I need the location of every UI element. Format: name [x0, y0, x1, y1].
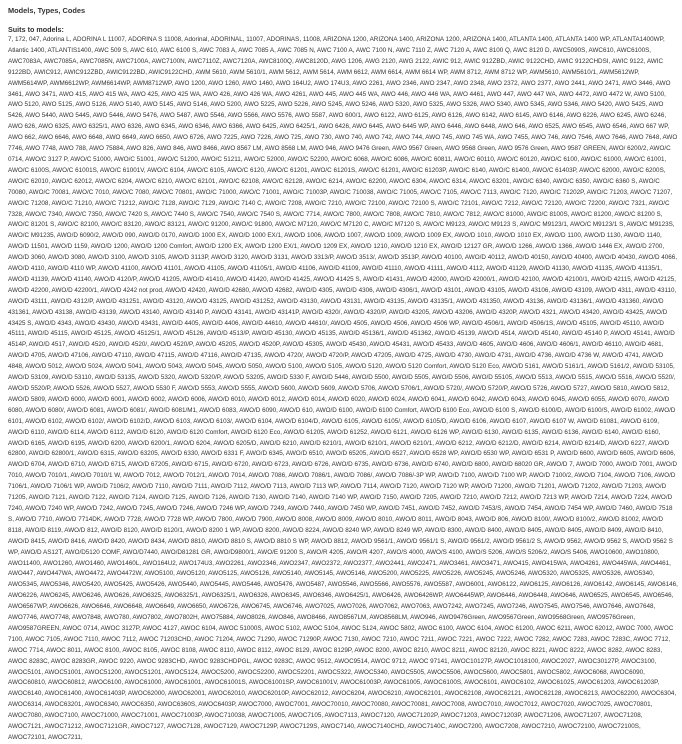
- page-title: Models, Types, Codes: [8, 6, 86, 15]
- section-label: Suits to models:: [8, 25, 64, 34]
- compatible-models-list: 7, 172, 047, Adorina L, ADORINA L 11007, ADORINA S 11008, Adorinal, ADORINAL, 11007, ADORINAS, 11008, ARIZONA 1200, ARIZONA 1400, ARIZONA 1200, ARIZONA 1400, ATLANTA 1400, ATLANTA 1400 WP, ATLANTA1400WP, Atlantic 1400, ATLANTIS1400, AWC 509 S, AWC 610, AWC 6100 S, AWC 7083 A, AWC 7085 A, AWC 7085 N, AWC 7100 A, AWC 7100 N, AWC 7110 Z, AWC 7120 A, AWC 8100 Q, AWC 8120 D, AWC5090S, AWC610, AWC6100S, AWC7083A, AWC7085A, AWC7085N, AWC7100A, AWC7100N, AWC7110Z, AWC7120A, AWC8100Q, AWC8120D, AWG 1206, AWG 2120, AWG 2122, AWIC 912, AWIC 912ZBD, AWIC 9122CHD, AWIC 9122CHDSI, AWIC 9122, AWIC 9122BD, AWIC912, AWIC912ZBD, AWIC9122BD, AWIC9122CHD, AWM 5610, AWM 5610/1, AWM 5612, AWM 5614, AWM 6612, AWM 6614, AWM 6614 WP, AWM 8712, AWM 8712 WP, AWM5610, AWM5610/1, AWM5612WP, AWM5614WP, AWM6612WP, AWM6614WP, AWM8712WP, AWO 1200, AWO 1260, AWO 1460, AWO 164U2, AWO 174U3, AWO 2261, AWO 2346, AWO 2347, AWO 2348, AWO 2372, AWO 2377, AWO 2441, AWO 2471, AWO 3446, AWO 3461, AWO 3471, AWO 415, AWO 415 WA, AWO 425, AWO 425 WA, AWO 426, AWO 426 WA, AWO 4261, AWO 445, AWO 445 WA, AWO 446, AWO 446 WA, AWO 4461, AWO 447, AWO 447 WA, AWO 4472, AWO 4472 W, AWO 5100, AWO 5120, AWO 5125, AWO 5126, AWO 5140, AWO 5145, AWO 5146, AWO 5200, AWO 5225, AWO 5226, AWO 5245, AWO 5246, AWO 5320, AWO 5325, AWO 5326, AWO 5340, AWO 5345, AWO 5346, AWO 5420, AWO 5425, AWO 5426, AWO 5440, AWO 5445, AWO 5446, AWO 5476, AWO 5487, AWO 5546, AWO 5566, AWO 5576, AWO 5587, AWO 600/1, AWO 6122, AWO 6125, AWO 6126, AWO 6142, AWO 6145, AWO 6146, AWO 6226, AWO 6245, AWO 6246, AWO 626, AWO 6325, AWO 6325/1, AWO 6326, AWO 6345, AWO 6346, AWO 6366, AWO 6425, AWO 6425/1, AWO 6426, AWO 6445, AWO 6445 WP, AWO 6446, AWO 6448, AWO 646, AWO 6525, AWO 6545, AWO 6546, AWO 667 WP, AWO 662, AWO 6646, AWO 6648, AWO 6649, AWO 6650, AWO 6726, AWO 7225, AWO 7226, AWO 725, AWO 730, AWO 740, AWO 742, AWO 744, AWO 745, AWO 745 WA, AWO 7455, AWO 746, AWO 7546, AWO 7646, AWO 7648, AWO 7746, AWO 7748, AWO 788, AWO 75884, AWO 826, AWO 846, AWO 8466, AWO 8567 LM, AWO 8568 LM, AWO 946, AWO 9476 Green, AWO 9567 Green, AWO 9568 Green, AWO 9576 Green, AWO 9587 GREEN, AWO/ 6200/2, AWO/C 0714, AWO/C 3127 P, AWO/C 51000, AWO/C 51001, AWO/C 51200, AWO/C 51211, AWO/C 52000, AWO/C 52200, AWO/C 6068, AWO/C 6086, AWO/C 60811, AWO/C 60110, AWO/C 60120, AWO/C 6100, AWO/C 61000, AWO/C 61001, AWO/C 6100S, AWO/C 61001S, AWO/C 61001V, AWO/C 6104, AWO/C 6105, AWO/C 6120, AWO/C 61201, AWO/C 61201S, AWO/C 61201, AWO/C 61203P, AWO/C 6140, AWO/C 61400, AWO/C 61403P, AWO/C 62000, AWO/C 6200S, AWO/C 62010, AWO/C 62012, AWO/C 6204, AWO/C 6210, AWO/C 62101, AWO/C 62108, AWO/C 62128, AWO/C 6214, AWO/C 62200, AWO/C 6304, AWO/C 6314, AWO/C 63201, AWO/C 6340, AWO/C 6350, AWO/C 6360 S, AWO/C 70080, AWO/C 70081, AWO/C 7010, AWO/C 7080, AWO/C 70801, AWO/C 71000, AWO/C 71001, AWO/C 71003P, AWO/C 710038, AWO/C 71005, AWO/C 7105, AWO/C 7113, AWO/C 7120, AWO/C 71202P, AWO/C 71203, AWO/C 71207, AWO/C 71208, AWO/C 71210, AWO/C 71212, AWO/C 7128, AWO/C 7129, AWO/C 7140 C, AWO/C 7208, AWO/C 7210, AWO/C 72100, AWO/C 72100 S, AWO/C 72101, AWO/C 7212, AWO/C 72120, AWO/C 72200, AWO/C 7321, AWO/C 7328, AWO/C 7340, AWO/C 7350, AWO/C 7420 S, AWO/C 7440 S, AWO/C 7540, AWO/C 7540 S, AWO/C 7714, AWO/C 7800, AWO/C 7808, AWO/C 7810, AWO/C 7812, AWO/C 81000, AWO/C 8100S, AWO/C 81200, AWO/C 81200 S, AWO/C 81201 S, AWO/C 82100, AWO/C 83120, AWO/C 83121, AWO/C 91200, AWO/C 91800, AWO/C M7120, AWO/C M7120 C, AWO/C M7120 S, AWO/C M9123, AWO/C M9123 S, AWO/C M9123/1, AWO/C M9123/1 S, AWO/C M9123S, AWO/C M91235, AWO/D 6090/2, AWO/D 090, AWO/D 0170, AWO/D 1000 EX, AWO/D 1000 EX/1, AWO/D 1006, AWO/D 1007, AWO/D 1009, AWO/D 1009 EX, AWO/D 1010, AWO/D 1010 EX, AWO/D 1100, AWO/D 1130, AWO/D 1140, AWO/D 11501, AWO/D 1159, AWO/D 1200, AWO/D 1200 Comfort, AWO/D 1200 EX, AWO/D 1200 EX/1, AWO/D 1209 EX, AWO/D 1210, AWO/D 1210 EX, AWO/D 12127 GR, AWO/D 1266, AWO/D 1366, AWO/D 1446 EX, AWO/D 2700, AWO/D 3060, AWO/D 3080, AWO/D 3100, AWO/D 3105, AWO/D 3113P, AWO/D 3120, AWO/D 3131, AWO/D 3313/P, AWO/D 3513/, AWO/D 3513P, AWO/D 40100, AWO/D 40112, AWO/D 40150, AWO/D 40400, AWO/D 40430, AWO/D 4066, AWO/D 4110, AWO/D 4110 WP, AWO/D 41100, AWO/D 41101, AWO/D 41105, AWO/D 41105/1, AWO/D 41106, AWO/D 41109, AWO/D 41110, AWO/D 41111, AWO/D 4112, AWO/D 41129, AWO/D 41130, AWO/D 41135, AWO/D 41135/1, AWO/D 41139, AWO/D 41140, AWO/D 4120/P, AWO/D 41205, AWO/D 41410, AWO/D 41420, AWO/D 41425, AWO/D 41425 S, AWO/D 41431, AWO/D 42000, AWO/D 42000/1, AWO/D 42100, AWO/D 42100/1, AWO/D 42115, AWO/D 42125, AWO/D 42200, AWO/D 42200/1, AWO/D 4242 not prod, AWO/D 42420, AWO/D 42680, AWO/D 42682, AWO/D 4305, AWO/D 4306, AWO/D 4306/1, AWO/D 43101, AWO/D 43105, AWO/D 43106, AWO/D 43109, AWO/D 4311, AWO/D 43110, AWO/D 43111, AWO/D 4312/P, AWO/D 431251, AWO/D 43120, AWO/D 43125, AWO/D 431252, AWO/D 43130, AWO/D 43131, AWO/D 43135, AWO/D 43135/1, AWO/D 431350, AWO/D 43136, AWO/D 43136/1, AWO/D 431360, AWO/D 431361, AWO/D 43138, AWO/D 43139, AWO/D 43140, AWO/D 43140 P, AWO/D 43141, AWO/D 43141P, AWO/D 4320/, AWO/D 4320/P, AWO/D 43205, AWO/D 43206, AWO/D 4320P, AWO/D 4321, AWO/D 43420, AWO/D 43425, AWO/D 43425 S, AWO/D 4343, AWO/D 43430, AWO/D 43431, AWO/D 4405, AWO/D 4406, AWO/D 44610, AWO/D 44610/, AWO/D 4505, AWO/D 4506, AWO/D 4506 WP, AWO/D 4506/1, AWO/D 4506/1S, AWO/D 45105, AWO/D 45110, AWO/D 45111, AWO/D 45115, AWO/D 45125, AWO/D 45125/1, AWO/D 45126, AWO/D 4513/P, AWO/D 45130, AWO/D 45135, AWO/D 45136/1, AWO/D 451362, AWO/D 45139, AWO/D 4514, AWO/D 45140, AWO/D 45140 P, AWO/D 45141, AWO/D 4514P, AWO/D 4517, AWO/D 4520, AWO/D 4520/, AWO/D 4520/P, AWO/D 45205, AWO/D 4520P, AWO/D 45305, AWO/D 45430, AWO/D 45431, AWO/D 45433, AWO/D 4605, AWO/D 4606, AWO/D 4606/1, AWO/D 46110, AWO/D 4681, AWO/D 4705, AWO/D 47106, AWO/D 47110, AWO/D 47115, AWO/D 47116, AWO/D 47135, AWO/D 4720/, AWO/D 4720/P, AWO/D 47205, AWO/D 4725, AWO/D 4730, AWO/D 4731, AWO/D 4736, AWO/D 4736 W, AWO/D 4741, AWO/D 4848, AWO/D 5012, AWO/D 5024, AWO/D 5041, AWO/D 5043, AWO/D 5045, AWO/D 5050, AWO/D 5100, AWO/D 5105, AWO/D 5120, AWO/D 5120 Comfort, AWO/D 5120 Eco, AWO/D 5161, AWO/D 5161/1, AWO/D 5161/2, AWO/D 53105, AWO/D 53109, AWO/D 53110, AWO/D 53135, AWO/D 5320, AWO/D 5320/P, AWO/D 53205, AWO/D 5330 F, AWO/D 5446, AWO/D 5500, AWO/D 5505, AWO/D 5506, AWO/D 55105, AWO/D 5513, AWO/D 5515, AWO/D 5516, AWO/D 5520/, AWO/D 5520/P, AWO/D 5526, AWO/D 5527, AWO/D 5530 F, AWO/D 5553, AWO/D 5555, AWO/D 5600, AWO/D 5609, AWO/D 5706, AWO/D 5706/1, AWO/D 5720/, AWO/D 5720/P, AWO/D 5726, AWO/D 5727, AWO/D 5810, AWO/D 5812, AWO/D 5809, AWO/D 6000, AWO/D 6001, AWO/D 6002, AWO/D 6006, AWO/D 6010, AWO/D 6012, AWO/D 6014, AWO/D 6020, AWO/D 6024, AWO/D 6041, AWO/D 6042, AWO/D 6043, AWO/D 6045, AWO/D 6055, AWO/D 6070, AWO/D 6080, AWO/D 6080/, AWO/D 6081, AWO/D 6081/, AWO/D 6081/M1, AWO/D 6083, AWO/D 6090, AWO/D 610, AWO/D 6100, AWO/D 6100 Comfort, AWO/D 6100 Eco, AWO/D 6100 S, AWO/D 6100/D, AWO/D 6100/S, AWO/D 61002, AWO/D 6101, AWO/D 6102, AWO/D 6102/, AWO/D 6102/D, AWO/D 6103, AWO/D 6103/, AWO/D 6104, AWO/D 6104/D, AWO/D 6105, AWO/D 6105/, AWO/D 6105/D, AWO/D 6106, AWO/D 6107, AWO/D 6107 W, AWO/D 61081, AWO/D 6109, AWO/D 6110, AWO/D 6114, AWO/D 6112, AWO/D 6120, AWO/D 6120 Comfort, AWO/D 6120 Eco, AWO/D 61205, AWO/D 61252, AWO/D 6121, AWO/D 6126 WP, AWO/D 6130, AWO/D 6135, AWO/D 6136, AWO/D 6140, AWO/D 6160, AWO/D 6165, AWO/D 6195, AWO/D 6200, AWO/D 6200/1, AWO/D 6204, AWO/D 6205/D, AWO/D 6210, AWO/D 6210/1, AWO/D 6210/1, AWO/D 6210/1, AWO/D 6212, AWO/D 6212/D, AWO/D 6214, AWO/D 6214/D, AWO/D 6227, AWO/D 62800, AWO/D 62800/1, AWO/D 6315, AWO/D 63205, AWO/D 6330, AWO/D 6331 F, AWO/D 6345, AWO/D 6510, AWO/D 65205, AWO/D 6527, AWO/D 6528 WP, AWO/D 6530 WP, AWO/D 6531 P, AWO/D 6600, AWO/D 6605, AWO/D 6606, AWO/D 6704, AWO/D 6710, AWO/D 6715, AWO/D 67205, AWO/D 6715, AWO/D 6720, AWO/D 6723, AWO/D 6726, AWO/D 6735, AWO/D 6736, AWO/D 6740, AWO/D 6800, AWO/D 68020 GR, AWO/D 7, AWO/D 7000, AWO/D 7001, AWO/D 7010, AWO/D 7010/1, AWO/D 7010/1 W, AWO/D 7012, AWO/D 7012/1, AWO/D 7014, AWO/D 7086, AWO/D 7086/1, AWO/D 7086/, AWO/D 7086/-3P WP, AWO/D 7100, AWO/D 7100 WP, AWO/D 7100/2, AWO/D 7104, AWO/D 7106, AWO/D 7106/1, AWO/D 7106/1 WP, AWO/D 7106/2, AWO/D 7110, AWO/D 7111, AWO/D 7112, AWO/D 7113, AWO/D 7113 WP, AWO/D 7114, AWO/D 7120, AWO/D 7120 WP, AWO/D 71200, AWO/D 71201, AWO/D 71202, AWO/D 71203, AWO/D 71205, AWO/D 7121, AWO/D 7122, AWO/D 7124, AWO/D 7125, AWO/D 7126, AWO/D 7130, AWO/D 7140, AWO/D 7140 WP, AWO/D 7150, AWO/D 7205, AWO/D 7210, AWO/D 7212, AWO/D 7213 WP, AWO/D 7214, AWO/D 7224, AWO/D 7240, AWO/D 7240 WP, AWO/D 7242, AWO/D 7245, AWO/D 7246, AWO/D 7246 WP, AWO/D 7249, AWO/D 7440, AWO/D 7450 WP, AWO/D 7451, AWO/D 7452, AWO/D 7453/S, AWO/D 7454, AWO/D 7454 WP, AWO/D 7460, AWO/D 7518 S, AWO/D 7710, AWO/D 7714DK, AWO/D 7728, AWO/D 7728 WP, AWO/D 7800, AWO/D 7900, AWO/D 8008, AWO/D 8009, AWO/D 8010, AWO/D 8011, AWO/D 8043, AWO/D 806, AWO/D 8100/, AWO/D 8100/2, AWO/D 81002, AWO/D 8118, AWO/D 8119, AWO/D 812, AWO/D 8120, AWO/D 8120/1, AWO/D 8200 1 WP, AWO/D 8200, AWO/D 8224, AWO/D 8240 WP, AWO/D 8249 WP, AWO/D 8300, AWO/D 8400, AWO/D 8405, AWO/D 8405, AWO/D 8409, AWO/D 8410, AWO/D 8415, AWO/D 8416, AWO/D 8420, AWO/D 8434, AWO/D 8810, AWO/D 8810 S, AWO/D 8810 S WP, AWO/D 8812, AWO/D 9561/1, AWO/D 9561/1 S, AWO/D 9561/2, AWO/D 9561/2 S, AWO/D 9562, AWO/D 9562 S, AWO/D 9562 S WP, AWO/D AS12T, AWO/D5120 COMF, AWO/D7440, AWO/D81281 GR, AWO/D9800/1, AWO/E 91200 S, AWO/R 4205, AWO/R 4207, AWO/S 4000, AWO/S 4100, AWO/S 5206, AWO/S 5206/2, AWO/S 5406, AWO10600, AWO10800, AWO11400, AWO1260, AWO1460, AWO1460L, AWO164U2, AWO174U3, AWO2261, AWO2346, AWO2347, AWO2372, AWO2377, AWO2441, AWO2471, AWO3461, AWO3471, AWO415, AWO415WA, AWO4261, AWO445WA, AWO4461, AWO447, AWO447WA, AWO4472, AWO4472W, AWO5100, AWO5120, AWO5125, AWO5126, AWO5140, AWO5145, AWO5146, AWO5200, AWO5225, AWO5226, AWO5245, AWO5246, AWO5320, AWO5325, AWO5326, AWO5340, AWO5345, AWO5346, AWO5420, AWO5425, AWO5426, AWO5440, AWO5445, AWO5446, AWO5476, AWO5487, AWO5546, AWO5566, AWO5576, AWO5587, AWO6001, AWO6122, AWO6125, AWO6126, AWO6142, AWO6145, AWO6146, AWO6226, AWO6245, AWO6246, AWO626, AWO6325, AWO6325/1, AWO6325/1, AWO6326, AWO6345, AWO6346, AWO6425/1, AWO6426, AWO6426WP, AWO6445WP, AWO6446, AWO6448, AWO646, AWO6525, AWO6545, AWO6546, AWO6567WP, AWO6626, AWO6646, AWO6648, AWO6649, AWO6650, AWO6726, AWO6745, AWO6746, AWO7025, AWO7026, AWO7062, AWO7063, AWO7242, AWO7245, AWO7246, AWO7545, AWO7546, AWO7646, AWO7648, AWO7746, AWO7748, AWO7848, AWO780, AWO7802, AWO7802H, AWO75884, AWO8026, AWO846, AWO8466, AWO8567LM, AWO8568LM, AWO946, AWO9476Green, AWO9567Green, AWO9568Green, AWO9576Green, AWO9587GREEN, AWOC 0714, AWOC 3127P, AWOC 4127, AWOC 6104, AWOC 51000S, AWOC 5102, AWOC 5104, AWOC 5124, AWOC 5802, AWOC 6100, AWOC 6104, AWOC 61200, AWOC 6211, AWOC 62012, AWOC 7000, AWOC 7100, AWOC 7105, AWOC 7110, AWOC 7112, AWOC 71203CHD, AWOC 71204, AWOC 71290, AWOC 71290P, AWOC 7130, AWOC 7210, AWOC 7211, AWOC 7221, AWOC 7222, AWOC 7282, AWOC 7283, AWOC 7283C, AWOC 7712, AWOC 7714, AWOC 8011, AWOC 8100, AWOC 8105, AWOC 8108, AWOC 8110, AWOC 8112, AWOC 8129, AWOC 8129P, AWOC 8200, AWOC 8210, AWOC 8211, AWOC 82120, AWOC 8221, AWOC 8222, AWOC 8282, AWOC 8283, AWOC 8283C, AWOC 8283GR, AWOC 9220, AWOC 9283CHD, AWOC 9283CHDPGL, AWOC 9283C, AWOC 9512, AWOC9514, AWOC 9712, AWOC 97141, AWOC10127P, AWOC1018100, AWOC2027, AWOC30127P, AWOC3100, AWOC5101, AWOC51001, AWOC51200, AWOC51201, AWOC5124, AWOC5200, AWOC52200, AWOC52201, AWOC5322, AWOC5340, AWOC5505, AWOC5506, AWOC5600, AWOC5801, AWOC5802, AWOC6068, AWOC6090, AWOC60810, AWOC60812, AWOC6100, AWOC61000, AWOC61001, AWOC61001S, AWOC61001SP, AWOC61001V, AWOC61003P, AWOC61005, AWOC6100S, AWOC6101, AWOC6102, AWOC61025, AWOC61203, AWOC61203P, AWOC6140, AWOC61400, AWOC61403P, AWOC62000, AWOC62001, AWOC62010, AWOC62010P, AWOC62012, AWOC6204, AWOC6210, AWOC62101, AWOC62108, AWOC62121, AWOC62128, AWOC6213, AWOC62200, AWOC6304, AWOC6314, AWOC63201, AWOC6340, AWOC6350, AWOC6360S, AWOC6403P, AWOC7000, AWOC7001, AWOC70010, AWOC70080, AWOC70081, AWOC7008, AWOC7010, AWOC7012, AWOC7020, AWOC7025, AWOC70801, AWOC7080, AWOC7100, AWOC71000, AWOC71001, AWOC71003P, AWOC710038, AWOC71005, AWOC7105, AWOC7113, AWOC7120, AWOC71202P, AWOC71203, AWOC71203P, AWOC71206, AWOC71207, AWOC71208, AWOC7121, AWOC71212, AWOC7121GR, AWOC7127, AWOC7128, AWOC7129, AWOC7129P, AWOC7129S, AWOC7140, AWOC7140CHD, AWOC7140C, AWOC7200, AWOC7208, AWOC7210, AWOC72100, AWOC72100S, AWOC72101, AWOC7211,: [8, 36, 678, 741]
